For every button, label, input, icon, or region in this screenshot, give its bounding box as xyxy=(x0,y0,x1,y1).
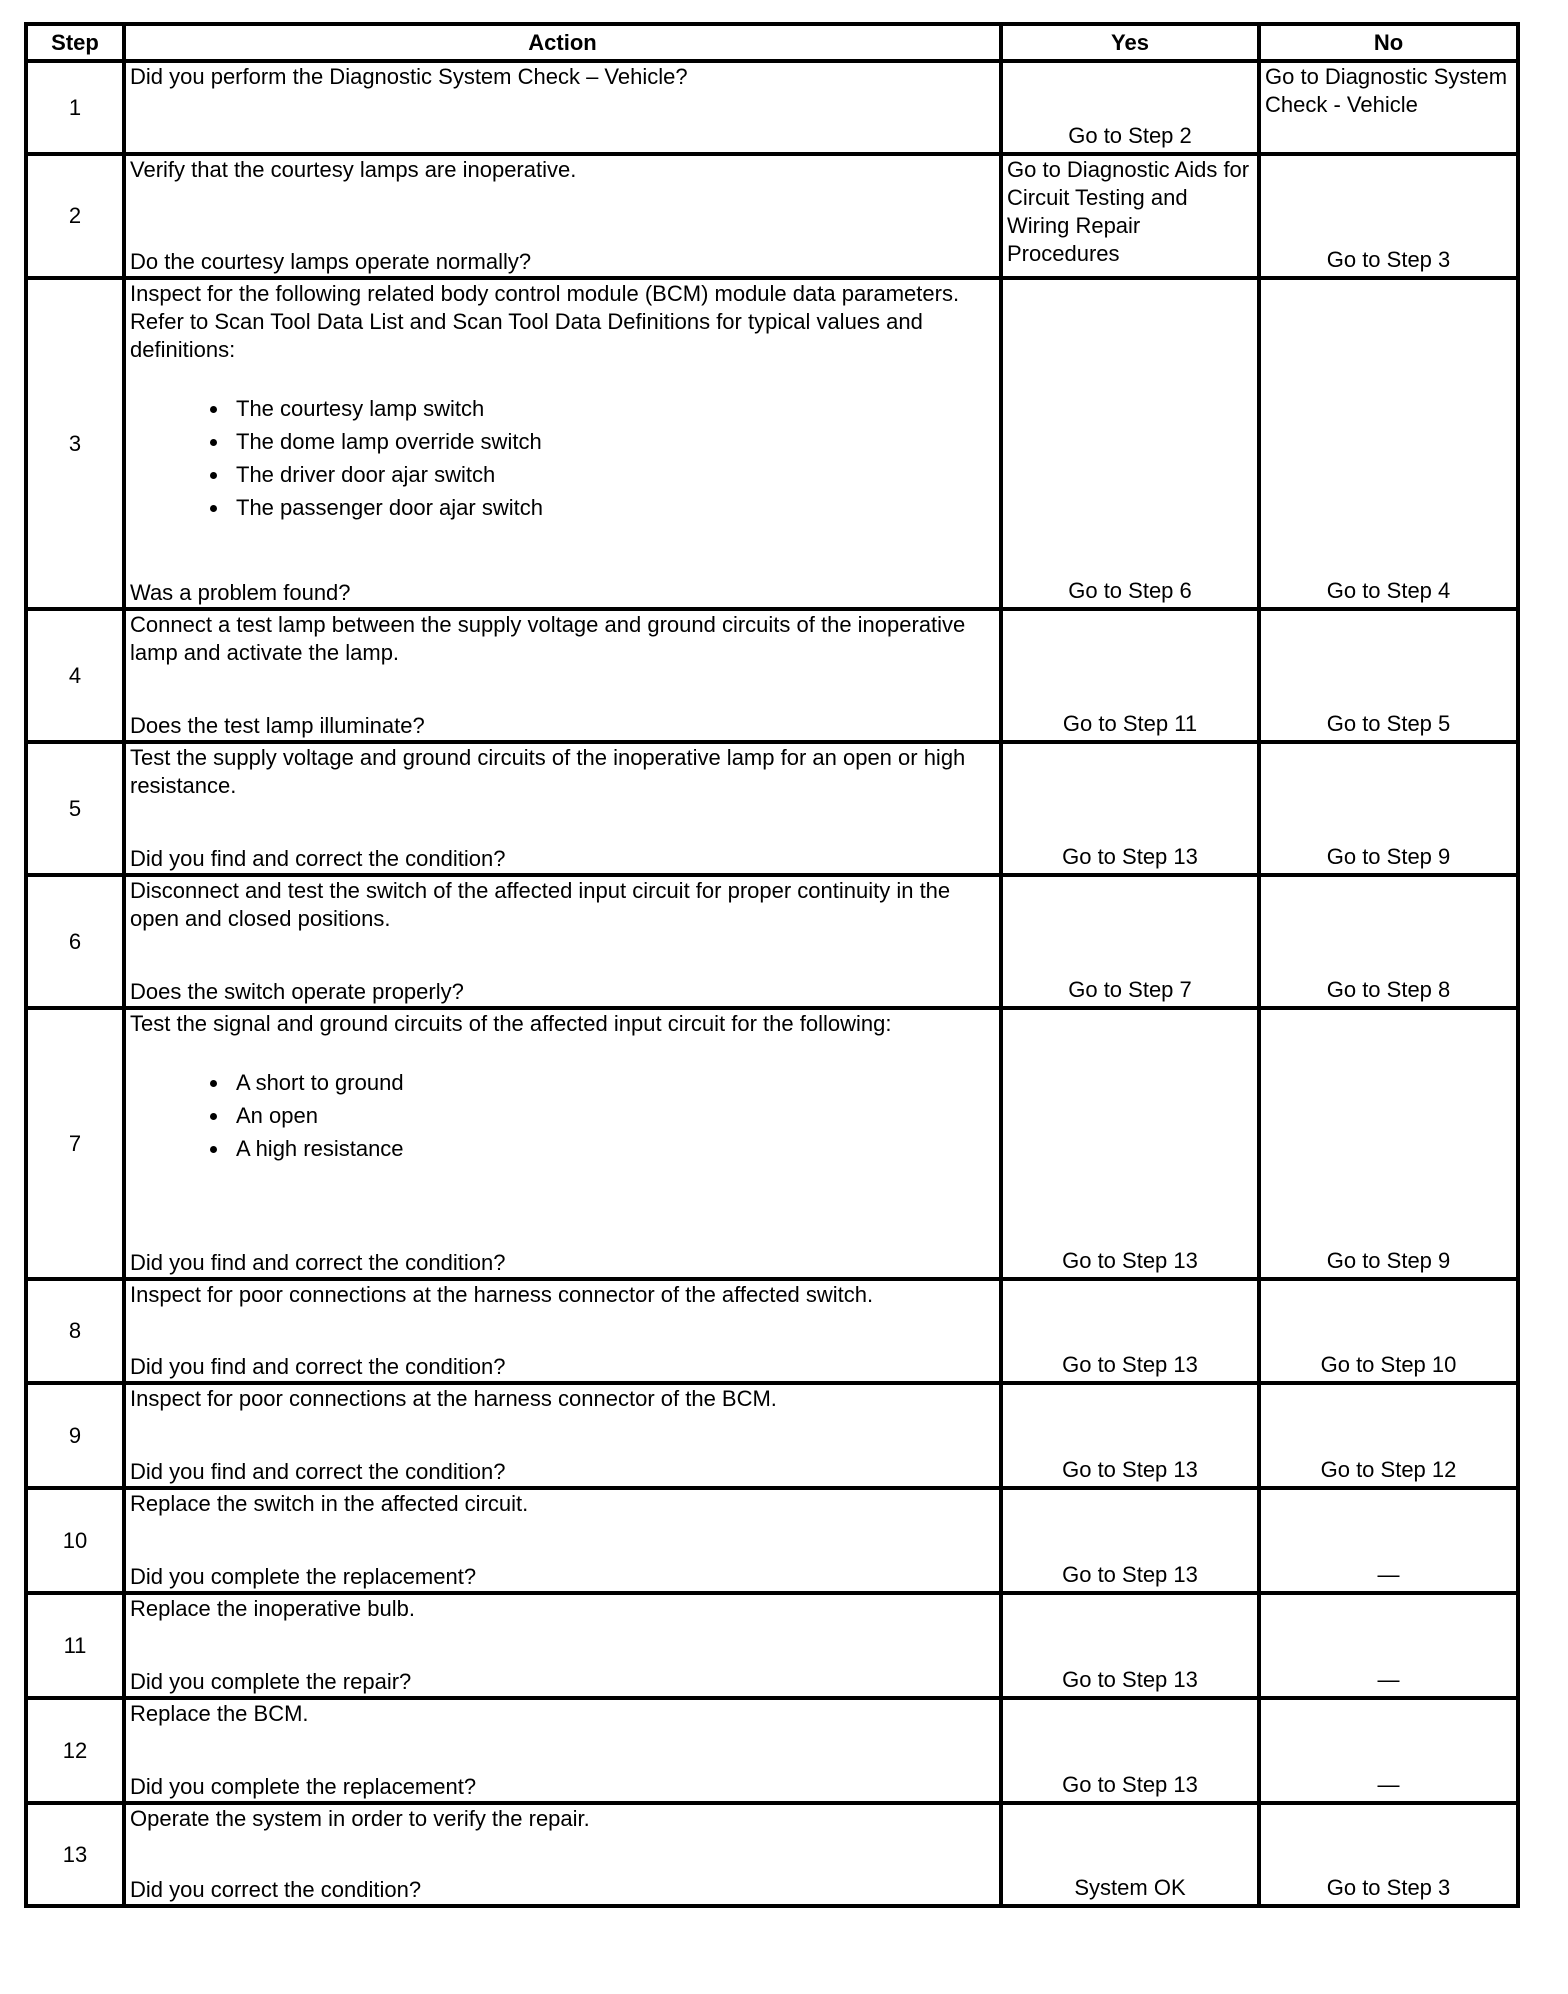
yes-cell: Go to Step 6 xyxy=(1001,278,1259,609)
step-number: 5 xyxy=(26,742,124,875)
action-question: Was a problem found? xyxy=(130,580,351,605)
action-question: Did you correct the condition? xyxy=(130,1877,422,1902)
yes-cell: Go to Step 7 xyxy=(1001,875,1259,1008)
step-number: 1 xyxy=(26,61,124,154)
action-text: Inspect for the following related body control module (BCM) module data parameters. Refer to Scan Tool Data List and Scan Tool Data Definitions for typical values and definitions: xyxy=(130,281,960,362)
step-number: 4 xyxy=(26,609,124,742)
action-question: Did you find and correct the condition? xyxy=(130,1354,506,1379)
table-row xyxy=(26,742,1518,875)
table-row xyxy=(26,875,1518,1008)
yes-cell: Go to Step 13 xyxy=(1001,1383,1259,1488)
bullet-list xyxy=(130,1066,995,1165)
no-cell: Go to Step 9 xyxy=(1259,742,1518,875)
action-question: Does the switch operate properly? xyxy=(130,979,464,1004)
no-cell: — xyxy=(1259,1593,1518,1698)
step-number: 13 xyxy=(26,1803,124,1906)
bullet-item: • The driver door ajar switch xyxy=(230,458,995,491)
yes-cell: Go to Step 13 xyxy=(1001,1279,1259,1383)
table-row xyxy=(26,1593,1518,1698)
table-row xyxy=(26,1698,1518,1803)
action-cell xyxy=(124,61,1001,154)
bullet-item: • The dome lamp override switch xyxy=(230,425,995,458)
no-cell: — xyxy=(1259,1488,1518,1593)
action-text: Replace the BCM. xyxy=(130,1701,309,1726)
header-no: No xyxy=(1259,24,1518,61)
table-row xyxy=(26,278,1518,609)
action-cell xyxy=(124,154,1001,278)
action-question: Did you complete the replacement? xyxy=(130,1564,477,1589)
table-row xyxy=(26,609,1518,742)
action-text: Operate the system in order to verify the repair. xyxy=(130,1806,590,1831)
step-number: 3 xyxy=(26,278,124,609)
bullet-item: • An open xyxy=(230,1099,995,1132)
no-cell: Go to Diagnostic System Check - Vehicle xyxy=(1259,61,1518,154)
no-cell: Go to Step 8 xyxy=(1259,875,1518,1008)
bullet-item: • A high resistance xyxy=(230,1132,995,1165)
no-cell: Go to Step 12 xyxy=(1259,1383,1518,1488)
action-question: Did you perform the Diagnostic System Check – Vehicle? xyxy=(130,64,688,89)
step-number: 2 xyxy=(26,154,124,278)
no-cell: Go to Step 4 xyxy=(1259,278,1518,609)
header-step: Step xyxy=(26,24,124,61)
yes-cell: Go to Step 13 xyxy=(1001,1698,1259,1803)
action-cell xyxy=(124,1383,1001,1488)
header-action: Action xyxy=(124,24,1001,61)
no-cell: Go to Step 3 xyxy=(1259,154,1518,278)
action-question: Did you find and correct the condition? xyxy=(130,1459,506,1484)
action-cell xyxy=(124,875,1001,1008)
yes-cell: Go to Step 13 xyxy=(1001,742,1259,875)
step-number: 8 xyxy=(26,1279,124,1383)
action-question: Did you find and correct the condition? xyxy=(130,846,506,871)
table-row xyxy=(26,1383,1518,1488)
action-cell xyxy=(124,278,1001,609)
action-text: Replace the inoperative bulb. xyxy=(130,1596,415,1621)
action-text: Test the signal and ground circuits of the affected input circuit for the following: xyxy=(130,1011,892,1036)
yes-cell: Go to Step 13 xyxy=(1001,1008,1259,1279)
no-cell: Go to Step 10 xyxy=(1259,1279,1518,1383)
action-question: Do the courtesy lamps operate normally? xyxy=(130,249,532,274)
action-question: Did you complete the repair? xyxy=(130,1669,412,1694)
step-number: 6 xyxy=(26,875,124,1008)
action-text: Test the supply voltage and ground circuits of the inoperative lamp for an open or high resistance. xyxy=(130,745,966,798)
header-yes: Yes xyxy=(1001,24,1259,61)
action-text: Replace the switch in the affected circuit. xyxy=(130,1491,529,1516)
action-cell xyxy=(124,609,1001,742)
table-row xyxy=(26,154,1518,278)
action-question: Did you find and correct the condition? xyxy=(130,1250,506,1275)
yes-cell: System OK xyxy=(1001,1803,1259,1906)
table-row xyxy=(26,1008,1518,1279)
action-question: Did you complete the replacement? xyxy=(130,1774,477,1799)
yes-cell: Go to Step 13 xyxy=(1001,1593,1259,1698)
step-number: 11 xyxy=(26,1593,124,1698)
bullet-item: • The courtesy lamp switch xyxy=(230,392,995,425)
no-cell: Go to Step 5 xyxy=(1259,609,1518,742)
action-cell xyxy=(124,1008,1001,1279)
step-number: 12 xyxy=(26,1698,124,1803)
yes-cell: Go to Step 2 xyxy=(1001,61,1259,154)
yes-cell: Go to Step 11 xyxy=(1001,609,1259,742)
no-cell: — xyxy=(1259,1698,1518,1803)
action-text: Connect a test lamp between the supply voltage and ground circuits of the inoperative lamp and activate the lamp. xyxy=(130,612,966,665)
no-cell: Go to Step 9 xyxy=(1259,1008,1518,1279)
bullet-item: • A short to ground xyxy=(230,1066,995,1099)
action-text: Verify that the courtesy lamps are inoperative. xyxy=(130,157,577,182)
action-cell xyxy=(124,1279,1001,1383)
action-cell xyxy=(124,1803,1001,1906)
step-number: 10 xyxy=(26,1488,124,1593)
yes-cell: Go to Step 13 xyxy=(1001,1488,1259,1593)
action-text: Inspect for poor connections at the harness connector of the affected switch. xyxy=(130,1282,874,1307)
table-row xyxy=(26,1803,1518,1906)
table-row xyxy=(26,1488,1518,1593)
action-cell xyxy=(124,1488,1001,1593)
action-cell xyxy=(124,1698,1001,1803)
bullet-list xyxy=(130,392,995,524)
bullet-item: • The passenger door ajar switch xyxy=(230,491,995,524)
action-text: Inspect for poor connections at the harness connector of the BCM. xyxy=(130,1386,777,1411)
diagnostic-table xyxy=(24,22,1520,1908)
action-cell xyxy=(124,742,1001,875)
step-number: 9 xyxy=(26,1383,124,1488)
action-text: Disconnect and test the switch of the affected input circuit for proper continuity in the open and closed positions. xyxy=(130,878,951,931)
no-cell: Go to Step 3 xyxy=(1259,1803,1518,1906)
table-row xyxy=(26,61,1518,154)
header-row xyxy=(26,24,1518,61)
action-question: Does the test lamp illuminate? xyxy=(130,713,425,738)
table-row xyxy=(26,1279,1518,1383)
action-cell xyxy=(124,1593,1001,1698)
yes-cell: Go to Diagnostic Aids for Circuit Testing and Wiring Repair Procedures xyxy=(1001,154,1259,278)
step-number: 7 xyxy=(26,1008,124,1279)
